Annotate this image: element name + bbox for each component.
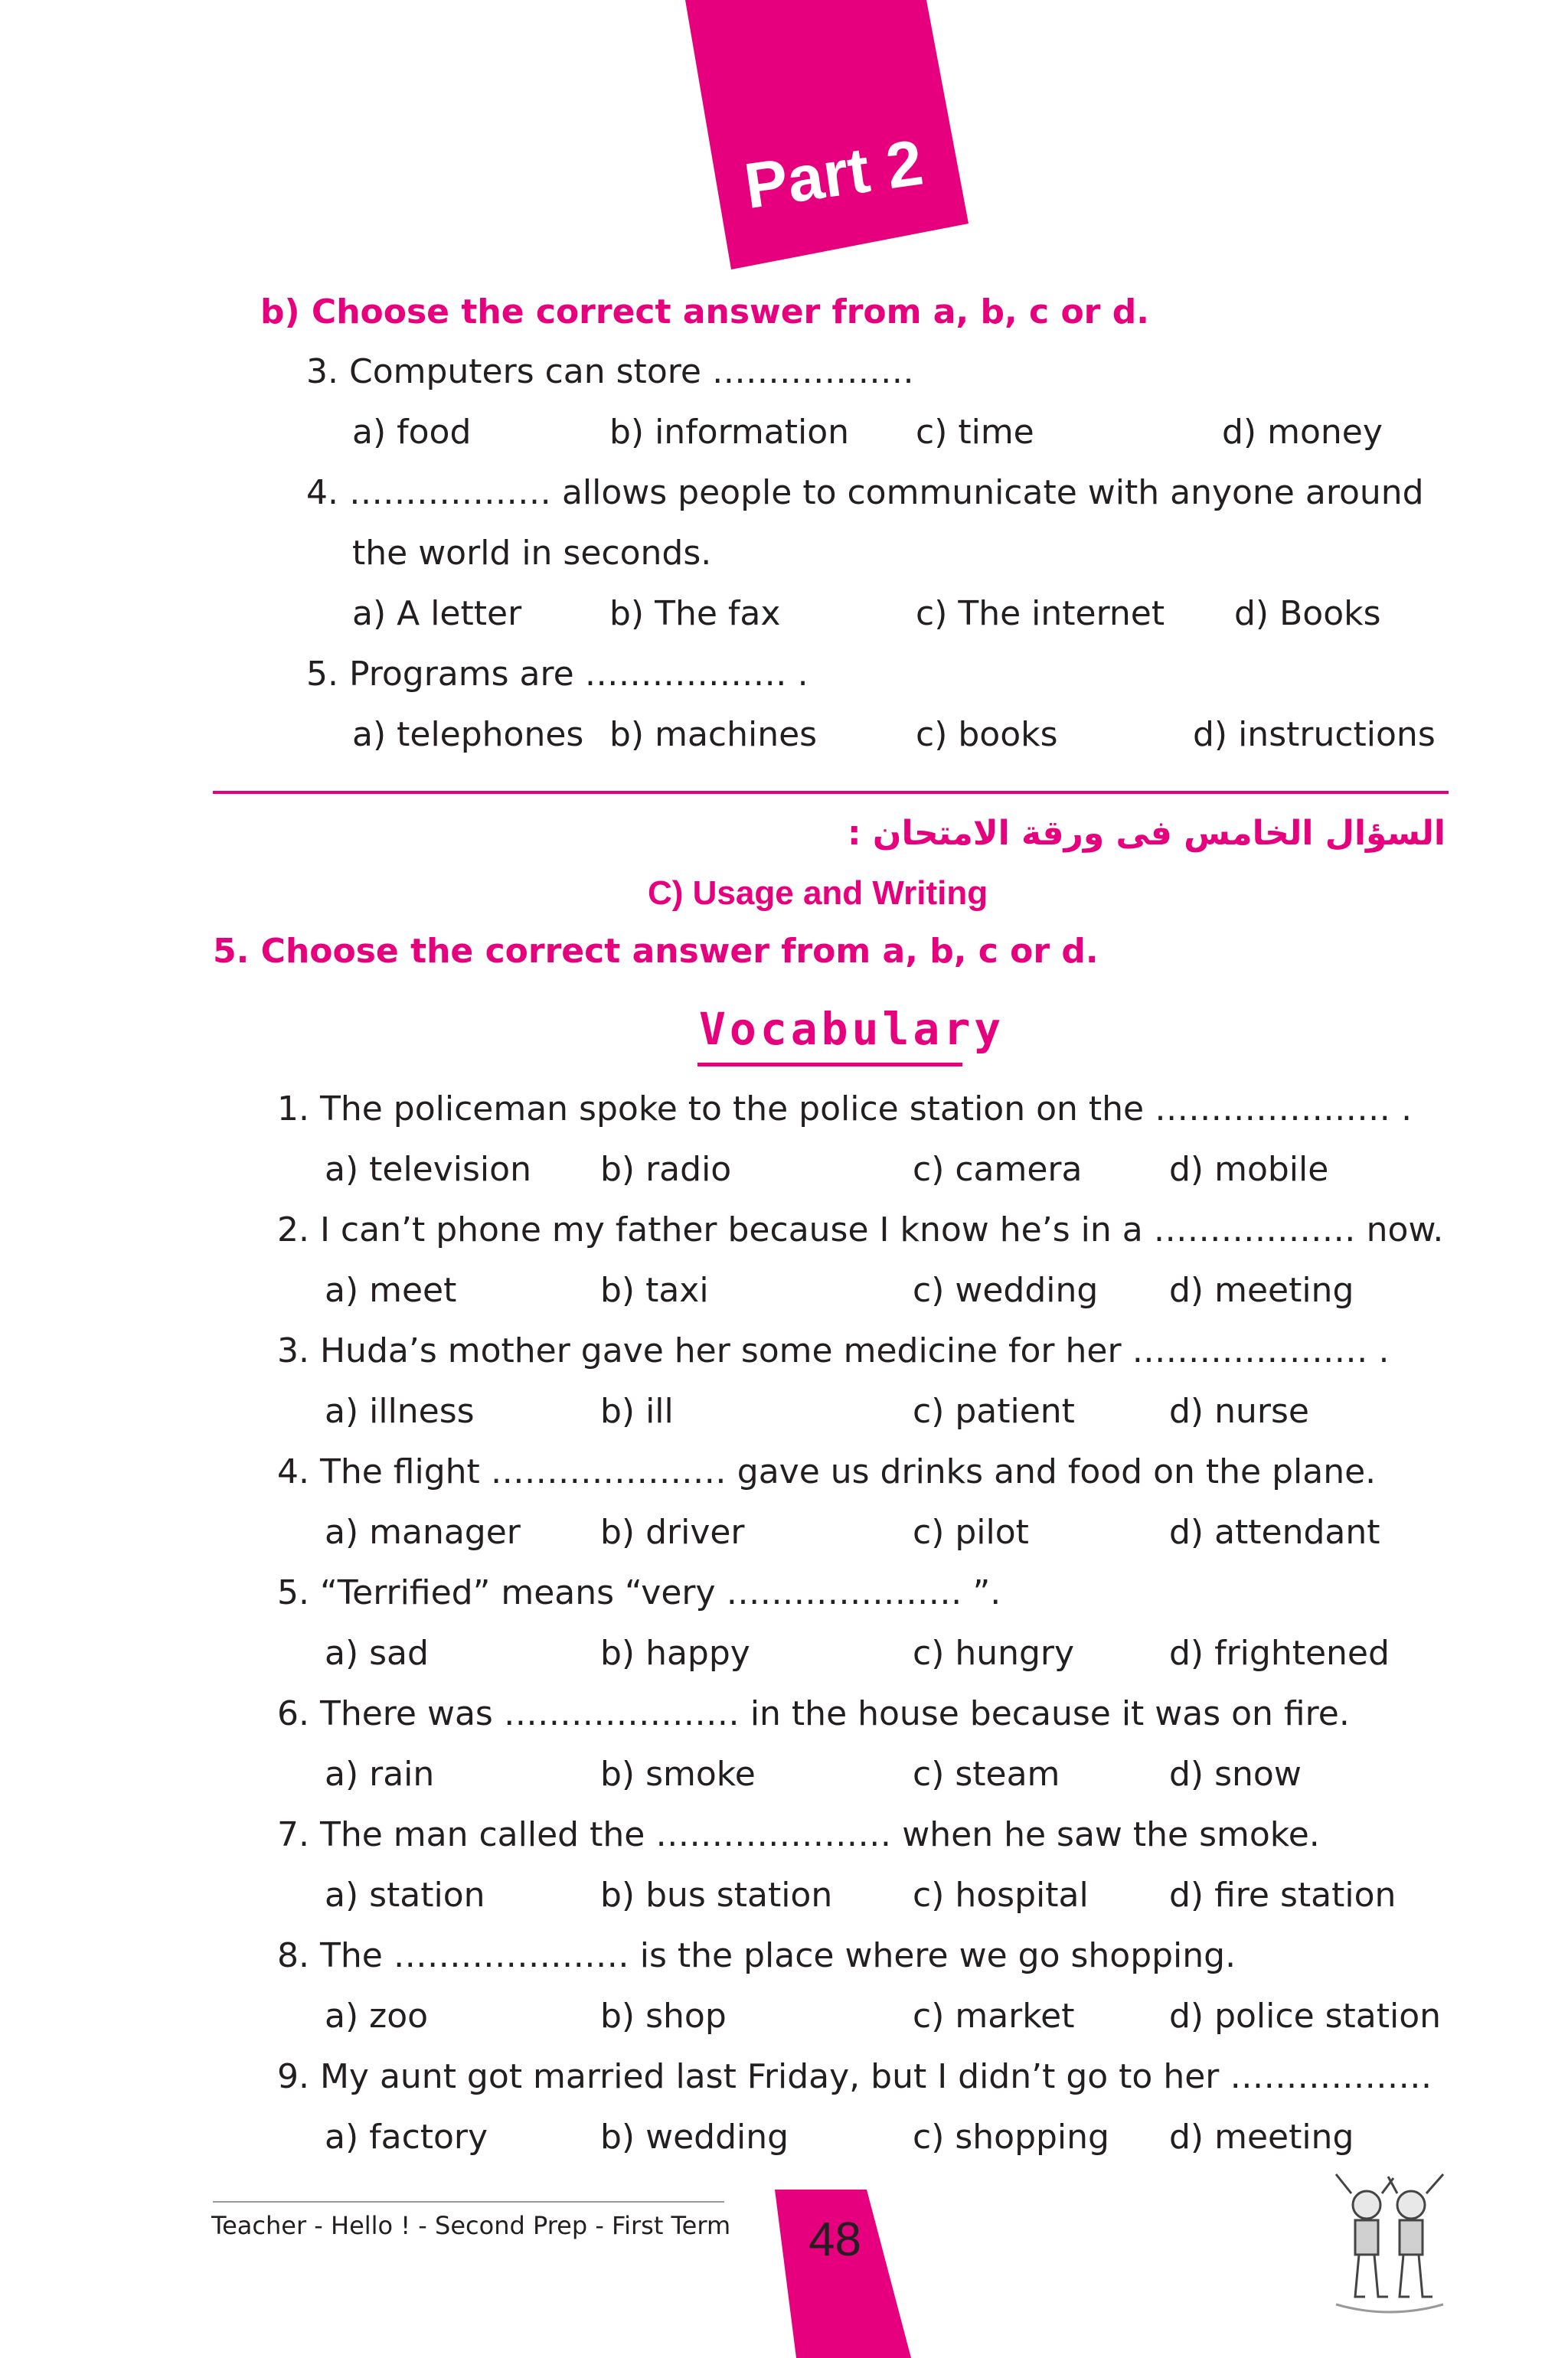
option: b) smoke [600,1755,756,1794]
vocab-question: 8. The ………………… is the place where we go shopping. [277,1936,1236,1975]
vocab-question: 6. There was ………………… in the house because it was on fire. [277,1694,1350,1733]
usage-heading: C) Usage and Writing [648,874,988,912]
footer-text: Teacher - Hello ! - Second Prep - First Term [211,2211,731,2240]
option: d) meeting [1169,2118,1354,2157]
option: c) shopping [913,2118,1109,2157]
option: d) nurse [1169,1392,1309,1431]
option: d) police station [1169,1997,1442,2036]
option: c) books [916,715,1058,754]
option: b) bus station [600,1876,833,1915]
section-b-heading: b) Choose the correct answer from a, b, c or d. [260,292,1149,331]
vocab-question: 9. My aunt got married last Friday, but I didn’t go to her ……………… [277,2057,1432,2096]
option: c) hospital [913,1876,1089,1915]
option: c) market [913,1997,1075,2036]
option: c) hungry [913,1634,1075,1673]
option: b) taxi [600,1271,709,1310]
option: a) television [325,1150,531,1189]
vocab-question: 3. Huda’s mother gave her some medicine for her ………………… . [277,1331,1390,1370]
option: a) station [325,1876,485,1915]
option: b) information [609,413,850,452]
arabic-heading: السؤال الخامس فى ورقة الامتحان : [847,814,1446,853]
option: b) ill [600,1392,674,1431]
option: d) money [1222,413,1383,452]
option: d) frightened [1169,1634,1390,1673]
vocabulary-underline [697,1063,962,1066]
vocab-question: 7. The man called the ………………… when he saw the smoke. [277,1815,1320,1854]
question-3: 3. Computers can store ……………… [306,352,914,391]
option: d) attendant [1169,1513,1380,1552]
option: a) manager [325,1513,521,1552]
option: a) sad [325,1634,429,1673]
option: a) zoo [325,1997,429,2036]
section-5-heading: 5. Choose the correct answer from a, b, c or d. [213,932,1099,971]
vocab-question: 2. I can’t phone my father because I know he’s in a ……………… now. [277,1210,1444,1249]
question-4-cont: the world in seconds. [352,534,712,573]
option: c) time [916,413,1034,452]
option: d) instructions [1193,715,1436,754]
option: a) telephones [352,715,584,754]
option: a) rain [325,1755,435,1794]
page-number: 48 [808,2213,861,2266]
section-divider [213,791,1449,794]
option: c) wedding [913,1271,1099,1310]
cheering-kids-icon [1321,2170,1459,2324]
option: b) driver [600,1513,745,1552]
option: b) happy [600,1634,750,1673]
option: d) snow [1169,1755,1302,1794]
option: b) radio [600,1150,732,1189]
option: d) mobile [1169,1150,1329,1189]
part-title: Part 2 [740,126,927,223]
option: b) machines [609,715,818,754]
option: a) meet [325,1271,457,1310]
vocab-question: 1. The policeman spoke to the police station on the ………………… . [277,1089,1413,1128]
option: c) pilot [913,1513,1029,1552]
option: b) shop [600,1997,727,2036]
option: d) meeting [1169,1271,1354,1310]
question-4: 4. ……………… allows people to communicate with anyone around [306,473,1424,512]
option: b) The fax [609,594,781,633]
option: c) steam [913,1755,1060,1794]
option: a) illness [325,1392,475,1431]
option: c) camera [913,1150,1083,1189]
vocabulary-title: Vocabulary [699,1003,1005,1055]
option: b) wedding [600,2118,789,2157]
option: a) A letter [352,594,522,633]
option: c) The internet [916,594,1165,633]
option: a) food [352,413,472,452]
vocab-question: 5. “Terrified” means “very ………………… ”. [277,1573,1001,1612]
option: a) factory [325,2118,488,2157]
option: d) Books [1234,594,1381,633]
vocab-question: 4. The flight ………………… gave us drinks and food on the plane. [277,1452,1377,1491]
option: d) fire station [1169,1876,1396,1915]
question-5: 5. Programs are ……………… . [306,655,808,694]
option: c) patient [913,1392,1075,1431]
